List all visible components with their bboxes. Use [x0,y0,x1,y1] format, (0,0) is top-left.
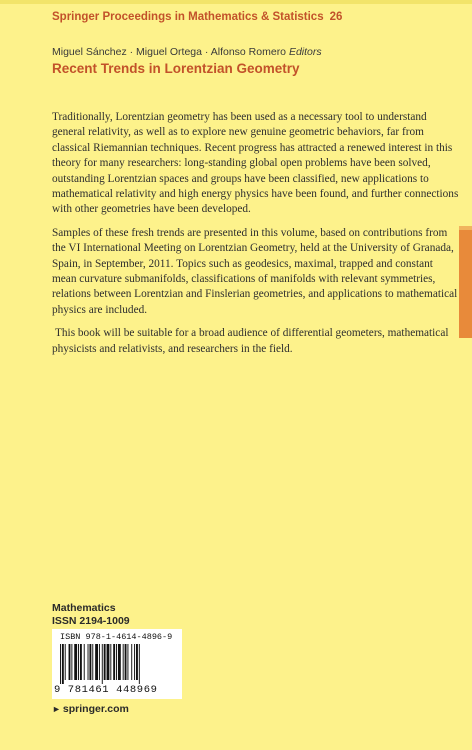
barcode-bar [136,644,138,680]
book-title: Recent Trends in Lorentzian Geometry [52,61,300,76]
barcode-icon [60,644,174,684]
top-rule [0,0,472,4]
barcode-bar [84,644,85,680]
side-color-tab [459,230,472,338]
barcode-bar [110,644,111,680]
barcode-bar [62,644,64,684]
subject-label: Mathematics [52,602,116,614]
barcode-digits: 9 781461 448969 [54,684,158,696]
barcode-bar [127,644,128,680]
series-name: Springer Proceedings in Mathematics & Statistics [52,11,324,23]
isbn-text: ISBN 978-1-4614-4896-9 [60,632,173,642]
editors-line [52,46,322,58]
barcode-bar [134,644,135,680]
barcode-bar [116,644,117,680]
website-label: springer.com [62,703,129,715]
barcode-bar [113,644,115,680]
barcode-bar [80,644,82,680]
barcode-bar [104,644,106,680]
barcode-bar [92,644,93,680]
series-line [52,11,342,23]
arrow-right-icon: ► [52,704,61,714]
blurb-paragraph-2: Samples of these fresh trends are presented in this volume, based on contributions from the VI International Meeting on Lorentzian Geometry, held at the University of Granada, Spain, in September, 2011. Topics such as geodesics, maximal, trapped and constant mean curvature submanifolds, classifications of manifolds with relevant symmetries, relations between Lorentzian and Finslerian geometries, and applications to mathematical physics are included. [52,226,458,316]
barcode-bar [60,644,61,684]
barcode-bar [123,644,124,680]
publisher-website[interactable] [52,703,129,715]
issn-label: ISSN 2194-1009 [52,615,130,627]
barcode-bar [102,644,103,684]
barcode-bar [69,644,71,680]
barcode-bar [125,644,127,680]
barcode-bar [78,644,79,680]
barcode-bar [139,644,140,684]
barcode-bar [88,644,89,680]
blurb-paragraph-3: This book will be suitable for a broad audience of differential geometers, mathematical physicists and relativists, and researchers in the field. [52,327,449,355]
barcode-bar [131,644,132,680]
barcode-bar [74,644,77,680]
barcode-bar [71,644,72,680]
series-volume: 26 [329,11,343,23]
barcode-bar [89,644,91,680]
blurb-paragraph-1: Traditionally, Lorentzian geometry has been used as a necessary tool to understand general relativity, as well as to explore new genuine geometric behaviors, far from classical Riemannian techniques. Recent progress has attracted a renewed interest in this theory for many researchers: long-standing global open problems have been solved, outstanding Lorentzian spaces and groups have been classified, new applications to mathematical relativity and high energy physics have been found, and further connections with other geometries have been developed. [52,111,459,216]
barcode-bar [65,644,66,680]
editor-names: Miguel Sánchez · Miguel Ortega · Alfonso Romero [52,46,287,58]
barcode-bar [95,644,98,680]
barcode-bar [99,644,100,680]
barcode-bar [118,644,121,680]
editors-role: Editors [288,46,322,58]
barcode-box [52,629,182,699]
blurb [52,110,460,365]
barcode-bar [107,644,110,680]
